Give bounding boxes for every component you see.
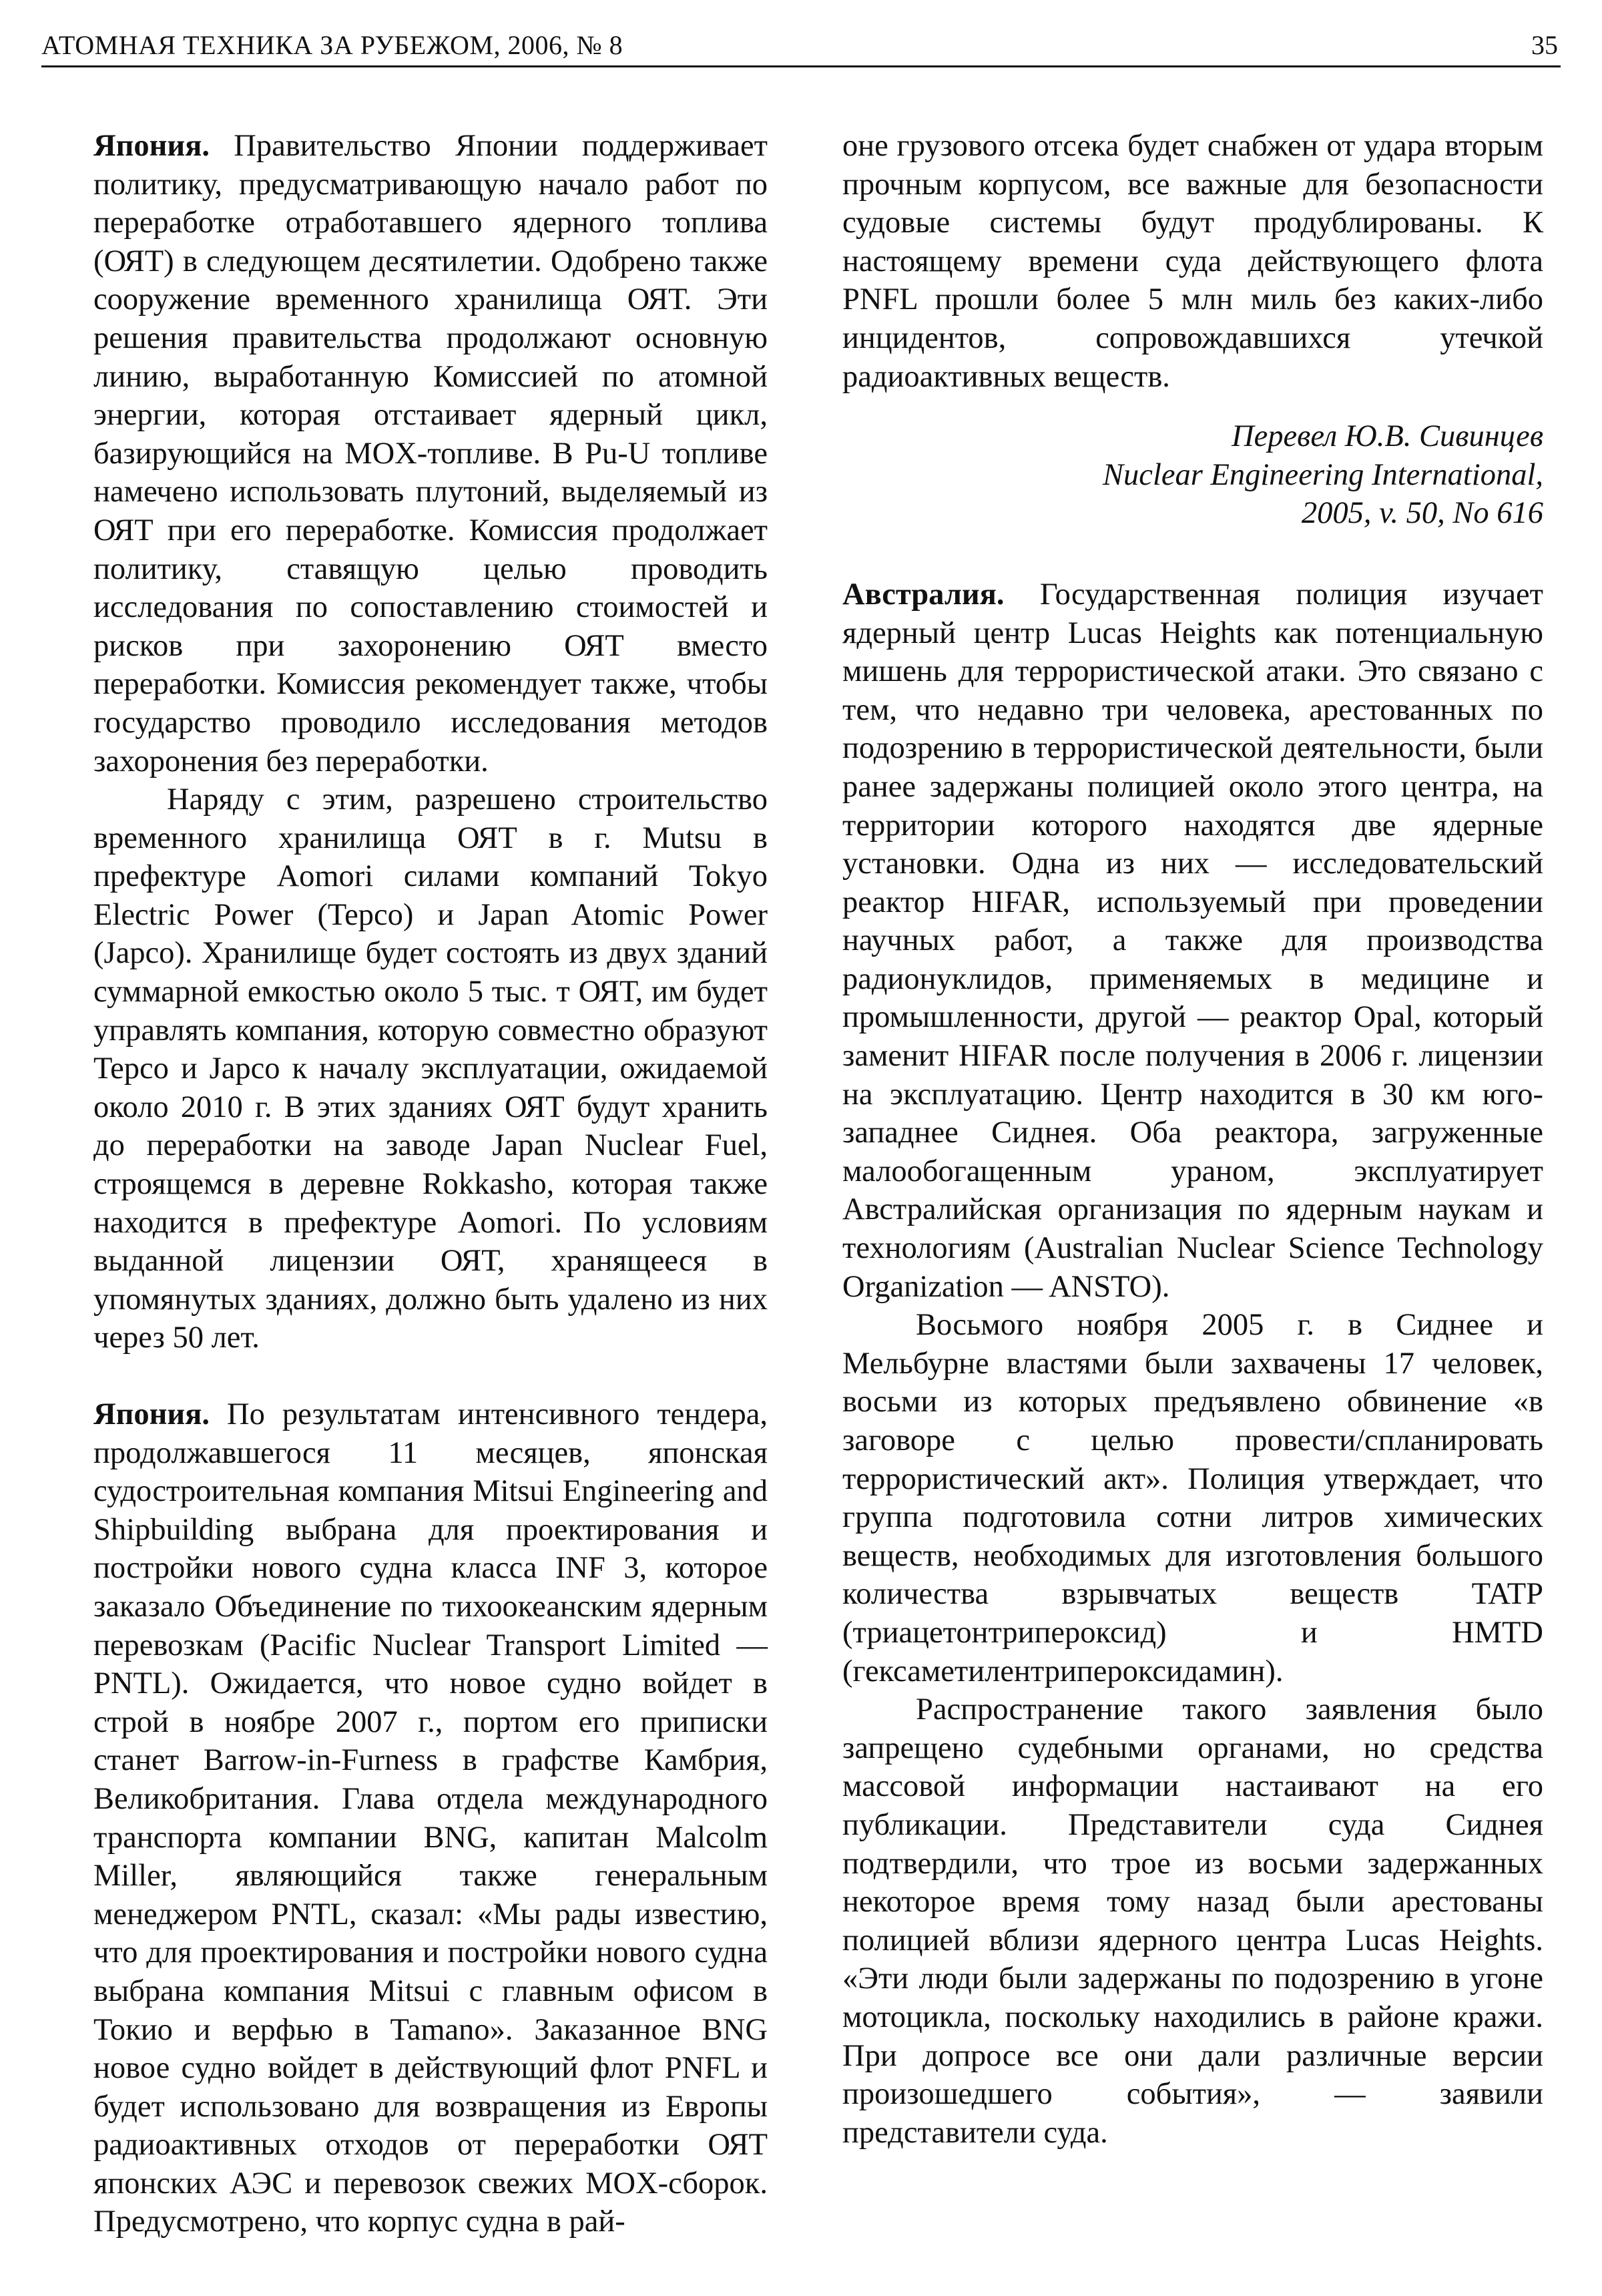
australia-paragraph-1 xyxy=(842,576,1543,1306)
japan-1-text-1: Правительство Японии поддерживает политику, предусматривающую начало работ по переработке отработавшего ядерного топлива (ОЯТ) в следующем десятилетии. Одобрено также сооружение временного хранилища ОЯТ. Эти решения правительства продолжают основную линию, выработанную Комиссией по атомной энергии, которая отстаивает ядерный цикл, базирующийся на MOX-топливе. В Pu-U топливе намечено использовать плутоний, выделяемый из ОЯТ при его переработке. Комиссия продолжает политику, ставящую целью проводить исследования по сопоставлению стоимостей и рисков при захоронению ОЯТ вместо переработки. Комиссия рекомендует также, чтобы государство проводило исследования методов захоронения без переработки. xyxy=(93,129,768,778)
japan-section-2-paragraph-1 xyxy=(93,1395,768,2241)
source-issue: 2005, v. 50, No 616 xyxy=(1301,496,1543,531)
japan-2-text-1: По результатам интенсивного тендера, продолжавшегося 11 месяцев, японская судостроительная компания Mitsui Engineering and Shipbuilding выбрана для проектирования и постройки нового судна класса INF 3, которое заказало Объединение по тихоокеанским ядерным перевозкам (Pacific Nuclear Transport Limited — PNTL). Ожидается, что новое судно войдет в строй в ноябре 2007 г., портом его приписки станет Barrow-in-Furness в графстве Камбрия, Великобритания. Глава отдела международного транспорта компании BNG, капитан Malcolm Miller, являющийся также генеральным менеджером PNTL, сказал: «Мы рады известию, что для проектирования и постройки нового судна выбрана компания Mitsui с главным офисом в Токио и верфью в Tamano». Заказанное BNG новое судно войдет в действующий флот PNFL и будет использовано для возвращения из Европы радиоактивных отходов от переработки ОЯТ японских АЭС и перевозок свежих MOX-сборок. Предусмотрено, что корпус судна в рай- xyxy=(93,1397,768,2239)
source-credit: Nuclear Engineering International, xyxy=(1103,457,1543,492)
left-column xyxy=(93,127,768,2241)
section-heading-japan-2: Япония. xyxy=(93,1397,210,1431)
page-number: 35 xyxy=(1531,30,1558,60)
australia-paragraph-3: Распространение такого заявления было запрещено судебными органами, но средства массовой информации настаивают на его публикации. Представители суда Сиднея подтвердили, что трое из восьми задержанных некоторое время тому назад были арестованы полицией вблизи ядерного центра Lucas Heights. «Эти люди были задержаны по подозрению в угоне мотоцикла, поскольку находились в районе кражи. При допросе все они дали различные версии произошедшего события», — заявили представители суда. xyxy=(842,1692,1543,2150)
japan-section-2-continuation: оне грузового отсека будет снабжен от удара вторым прочным корпусом, все важные для безопасности судовые системы будут продублированы. К настоящему времени суда действующего флота PNFL прошли более 5 млн миль без каких-либо инцидентов, сопровождавшихся утечкой радиоактивных веществ. xyxy=(842,129,1543,394)
section-heading-australia: Австралия. xyxy=(842,577,1005,612)
section-heading-japan-1: Япония. xyxy=(93,129,210,163)
right-column xyxy=(842,127,1543,2152)
section-spacer xyxy=(842,533,1543,576)
australia-paragraph-2: Восьмого ноября 2005 г. в Сиднее и Мельбурне властями были захвачены 17 человек, восьми из которых предъявлено обвинение «в заговоре с целью провести/спланировать террористический акт». Полиция утверждает, что группа подготовила сотни литров химических веществ, необходимых для изготовления большого количества взрывчатых веществ TATP (триацетонтрипероксид) и HMTD (гексаметилентрипероксидамин). xyxy=(842,1308,1543,1688)
japan-section-1-paragraph-2: Наряду с этим, разрешено строительство временного хранилища ОЯТ в г. Mutsu в префектуре Aomori силами компаний Tokyo Electric Power (Tepco) и Japan Atomic Power (Japco). Хранилище будет состоять из двух зданий суммарной емкостью около 5 тыс. т ОЯТ, им будет управлять компания, которую совместно образуют Tepco и Japco к началу эксплуатации, ожидаемой около 2010 г. В этих зданиях ОЯТ будут хранить до переработки на заводе Japan Nuclear Fuel, строящемся в деревне Rokkasho, которая также находится в префектуре Aomori. По условиям выданной лицензии ОЯТ, хранящееся в упомянутых зданиях, должно быть удалено из них через 50 лет. xyxy=(93,782,768,1355)
section-spacer xyxy=(93,1357,768,1395)
running-header xyxy=(41,27,1561,67)
australia-text-1: Государственная полиция изучает ядерный центр Lucas Heights как потенциальную мишень для террористической атаки. Это связано с тем, что недавно три человека, арестованных по подозрению в террористической деятельности, были ранее задержаны полицией около этого центра, на территории которого находятся две ядерные установки. Одна из них — исследовательский реактор HIFAR, используемый при проведении научных работ, а также для производства радионуклидов, применяемых в медицине и промышленности, другой — реактор Opal, который заменит HIFAR после получения в 2006 г. лицензии на эксплуатацию. Центр находится в 30 км юго-западнее Сиднея. Оба реактора, загруженные малообогащенным ураном, эксплуатирует Австралийская организация по ядерным наукам и технологиям (Australian Nuclear Science Technology Organization — ANSTO). xyxy=(842,577,1543,1304)
translator-credit: Перевел Ю.В. Сивинцев xyxy=(1232,419,1543,454)
japan-section-1-paragraph-1 xyxy=(93,127,768,780)
journal-title: АТОМНАЯ ТЕХНИКА ЗА РУБЕЖОМ, 2006, № 8 xyxy=(41,30,623,60)
